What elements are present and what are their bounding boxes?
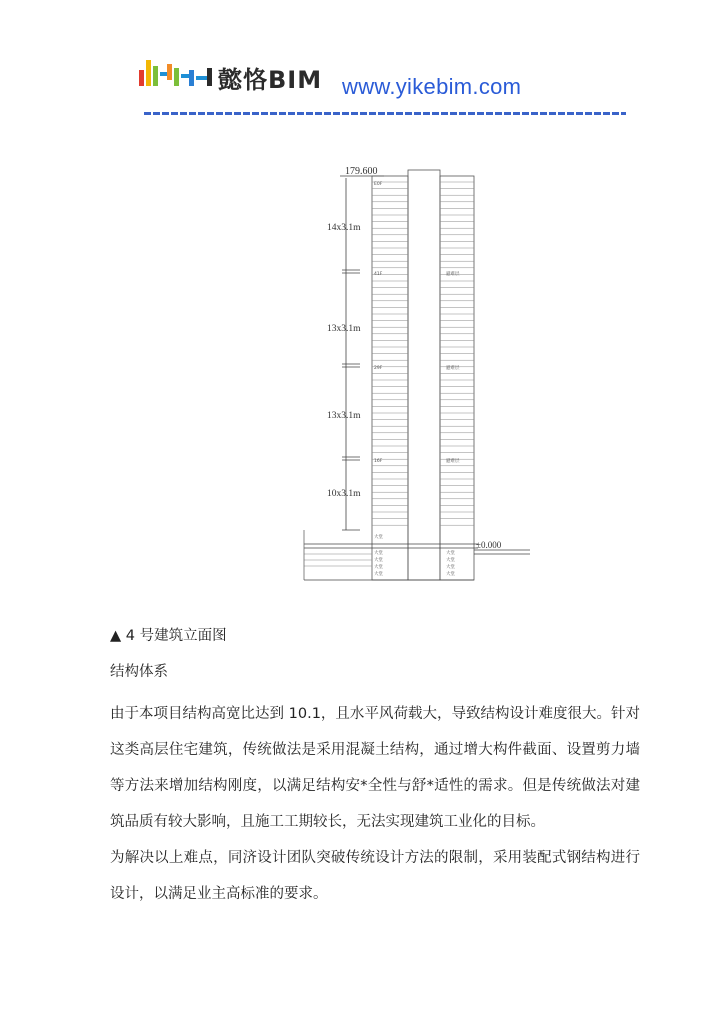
tag-lobby-5: 大堂 [374, 572, 383, 577]
tag-lobby-r3: 大堂 [446, 565, 455, 570]
tag-lobby-1: 大堂 [374, 535, 383, 540]
tag-lobby-3: 大堂 [374, 558, 383, 563]
tag-refuge-2: 避难层 [446, 366, 460, 371]
body-paragraph-2: 为解决以上难点，同济设计团队突破传统设计方法的限制，采用装配式钢结构进行设计，以满足业主高标准的要求。 [110, 850, 640, 902]
page-header [0, 0, 724, 140]
floor-lines [372, 182, 474, 525]
body-paragraph-1: 由于本项目结构高宽比达到 10.1，且水平风荷载大，导致结构设计难度很大。针对这类高层住宅建筑，传统做法是采用混凝土结构，通过增大构件截面、设置剪力墙等方法来增加结构刚度，以满足结构安*全性与舒*适性的需求。但是传统做法对建筑品质有较大影响，且施工工期较长，无法实现建筑工业化的目标。 [110, 706, 640, 830]
logo-text: 懿恪BIM [218, 66, 323, 94]
tag-floor-41: 41F [374, 272, 383, 277]
segment-label-4: 10x3.1m [327, 489, 361, 499]
tag-floor-29: 29F [374, 366, 383, 371]
tag-lobby-r1: 大堂 [446, 551, 455, 556]
tag-lobby-4: 大堂 [374, 565, 383, 570]
segment-label-1: 14x3.1m [327, 223, 361, 233]
figure-caption: ▲ 4 号建筑立面图 [110, 628, 227, 644]
site-url-link[interactable]: www.yikebim.com [342, 74, 522, 99]
elevation-svg [300, 150, 530, 590]
section-title: 结构体系 [110, 664, 168, 680]
tag-refuge-3: 避难层 [446, 459, 460, 464]
top-elevation-label: 179.600 [345, 166, 378, 177]
segment-label-3: 13x3.1m [327, 411, 361, 421]
tag-lobby-r2: 大堂 [446, 558, 455, 563]
segment-label-2: 13x3.1m [327, 324, 361, 334]
header-dashed-rule [144, 112, 626, 115]
tag-lobby-r4: 大堂 [446, 572, 455, 577]
tag-lobby-2: 大堂 [374, 551, 383, 556]
tag-floor-16: 16F [374, 459, 383, 464]
building-elevation-drawing [300, 150, 530, 590]
tag-refuge-1: 避难层 [446, 272, 460, 277]
tag-roof: E0F [374, 182, 383, 187]
ground-elevation-label: ±0.000 [476, 540, 502, 550]
